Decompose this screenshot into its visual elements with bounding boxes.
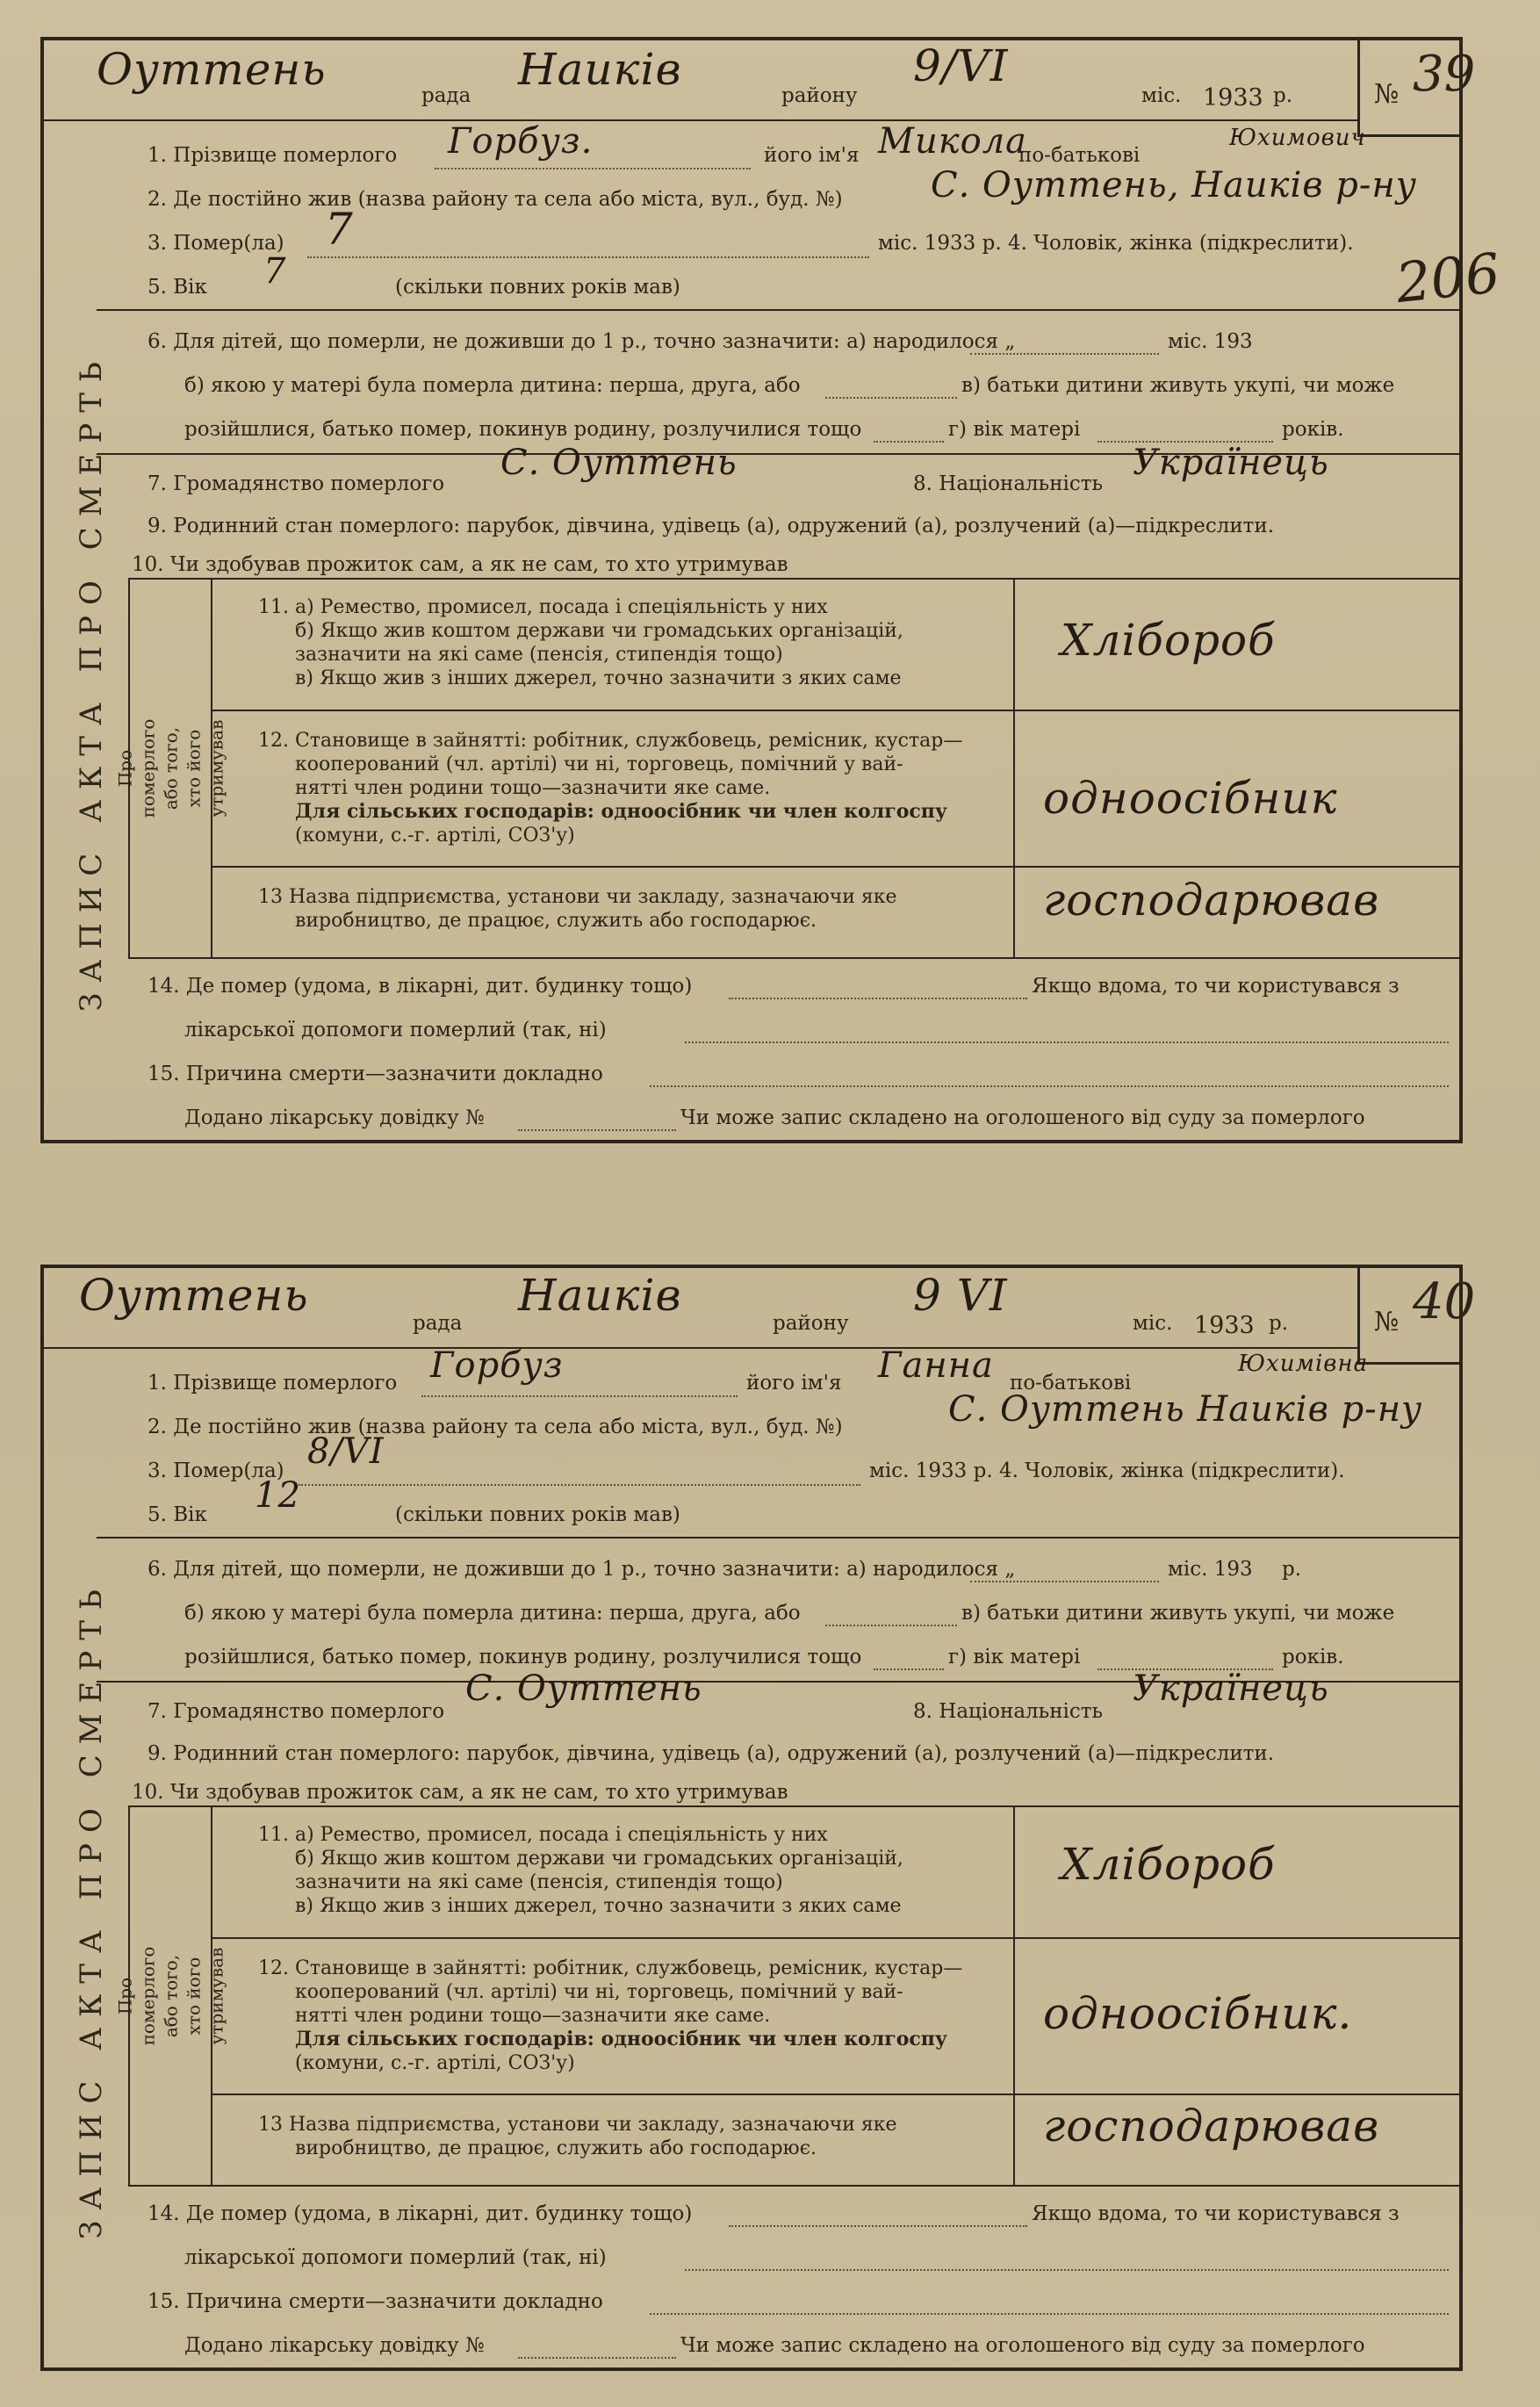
occupation-block bbox=[114, 578, 1463, 959]
first-name-value: Микола bbox=[878, 121, 1028, 162]
q6-line2: б) якою у матері була померла дитина: перша, друга, або bbox=[184, 1602, 801, 1625]
residence-value: С. Оуттень Наиків р-ну bbox=[948, 1389, 1423, 1430]
q14-line1: 14. Де помер (удома, в лікарні, дит. будинку тощо) bbox=[148, 2202, 693, 2225]
q6-line3-tail: років. bbox=[1282, 1646, 1344, 1668]
rada-value: Наиків bbox=[518, 44, 682, 95]
record-number: 39 bbox=[1413, 46, 1476, 103]
q10-label: 10. Чи здобував прожиток сам, а як не сам, то хто утримував bbox=[132, 1781, 788, 1804]
q14-line1-tail: Якщо вдома, то чи користувався з bbox=[1032, 975, 1400, 998]
q5-label: 5. Вік bbox=[148, 276, 207, 299]
raion-label: району bbox=[773, 1312, 849, 1335]
q11-text: 11. а) Ремество, промисел, посада і спеціяльність у них б) Якщо жив коштом держави чи громадських організацій, зазначити на які саме (пенсія, стипендія тощо) в) Якщо жив з інших джерел, точно зазначити з яких саме bbox=[258, 596, 903, 689]
occupation-block-side: Про померлого або того, хто його утримував bbox=[114, 1946, 227, 2046]
q3-label: 3. Помер(ла) bbox=[148, 232, 284, 255]
age-value: 12 bbox=[255, 1475, 301, 1516]
q15-label: 15. Причина смерти—зазначити докладно bbox=[148, 2290, 603, 2313]
q6-line1-r: р. bbox=[1282, 1558, 1302, 1581]
q7-label: 7. Громадянство померлого bbox=[148, 1700, 445, 1723]
q6-line1-tail: міс. 193 bbox=[1168, 1558, 1253, 1581]
q6-line3: розійшлися, батько помер, покинув родину, розлучилися тощо bbox=[184, 418, 862, 441]
archive-page-number: 206 bbox=[1392, 241, 1503, 315]
q6-line1: 6. Для дітей, що померли, не доживши до 1 р., точно зазначити: а) народилося „ bbox=[148, 330, 1016, 353]
q1-patronymic-label: по-батькові bbox=[1018, 144, 1141, 167]
rada-label: рада bbox=[413, 1312, 463, 1335]
q6-line3-mid: г) вік матері bbox=[948, 1646, 1081, 1668]
employment-status-value: одноосібник. bbox=[1043, 1988, 1353, 2039]
occupation-value: Хлібороб bbox=[1061, 1839, 1276, 1890]
employment-status-value: одноосібник bbox=[1043, 773, 1338, 824]
nationality-value: Українець bbox=[1133, 1668, 1329, 1709]
citizenship-value: С. Оуттень bbox=[465, 1668, 702, 1709]
q8-label: 8. Національність bbox=[913, 1700, 1104, 1723]
q3-tail: міс. 1933 р. 4. Чоловік, жінка (підкреслити). bbox=[878, 232, 1354, 255]
q5-label: 5. Вік bbox=[148, 1503, 207, 1526]
q12-text: 12. Становище в зайнятті: робітник, службовець, ремісник, кустар— кооперований (чл. артілі) чи ні, торговець, помічний у вай- нятті член родини тощо—зазначити яке саме. Для сільських господарів: одноосібник чи член колгоспу (комуни, с.-г. артілі, СОЗ'у) bbox=[258, 730, 963, 847]
q11-text: 11. а) Ремество, промисел, посада і спеціяльність у них б) Якщо жив коштом держави чи громадських організацій, зазначити на які саме (пенсія, стипендія тощо) в) Якщо жив з інших джерел, точно зазначити з яких саме bbox=[258, 1824, 903, 1917]
q12-text: 12. Становище в зайнятті: робітник, службовець, ремісник, кустар— кооперований (чл. артілі) чи ні, торговець, помічний у вай- нятті член родини тощо—зазначити яке саме. Для сільських господарів: одноосібник чи член колгоспу (комуни, с.-г. артілі, СОЗ'у) bbox=[258, 1957, 963, 2074]
q6-line1: 6. Для дітей, що померли, не доживши до 1 р., точно зазначити: а) народилося „ bbox=[148, 1558, 1016, 1581]
q16-tail: Чи може запис складено на оголошеного від суду за померлого bbox=[680, 2334, 1365, 2357]
q3-tail: міс. 1933 р. 4. Чоловік, жінка (підкреслити). bbox=[869, 1459, 1345, 1482]
q6-line3-mid: г) вік матері bbox=[948, 418, 1081, 441]
village-value: Оуттень bbox=[97, 44, 327, 95]
year-value: 1933 bbox=[1194, 1312, 1255, 1339]
record-number-box: № 40 bbox=[1357, 1268, 1463, 1365]
q10-label: 10. Чи здобував прожиток сам, а як не сам, то хто утримував bbox=[132, 553, 788, 576]
death-record-39 bbox=[40, 37, 1476, 1143]
date-value: 9 VI bbox=[913, 1270, 1008, 1321]
q5-tail: (скільки повних років мав) bbox=[395, 276, 680, 299]
death-day-value: 7 bbox=[325, 204, 354, 255]
workplace-value: господарював bbox=[1043, 875, 1380, 926]
q2-label: 2. Де постійно жив (назва району та села або міста, вул., буд. №) bbox=[148, 1416, 843, 1438]
record-side-title: ЗАПИС АКТА ПРО СМЕРТЬ bbox=[74, 1579, 109, 2239]
q14-line1-tail: Якщо вдома, то чи користувався з bbox=[1032, 2202, 1400, 2225]
age-value: 7 bbox=[263, 251, 287, 292]
occupation-block bbox=[114, 1805, 1463, 2187]
date-value: 9/VI bbox=[913, 40, 1009, 91]
record-number: 40 bbox=[1413, 1273, 1476, 1330]
village-value: Оуттень bbox=[79, 1270, 309, 1321]
q6-line2-tail: в) батьки дитини живуть укупі, чи може bbox=[961, 374, 1395, 397]
q5-tail: (скільки повних років мав) bbox=[395, 1503, 680, 1526]
year-value: 1933 bbox=[1203, 84, 1263, 112]
header-divider bbox=[44, 119, 1357, 121]
q7-label: 7. Громадянство померлого bbox=[148, 472, 445, 495]
month-label: міс. bbox=[1133, 1312, 1173, 1335]
q16-tail: Чи може запис складено на оголошеного від суду за померлого bbox=[680, 1106, 1365, 1129]
occupation-value: Хлібороб bbox=[1061, 615, 1276, 666]
q8-label: 8. Національність bbox=[913, 472, 1104, 495]
q16-label: Додано лікарську довідку № bbox=[184, 1106, 485, 1129]
citizenship-value: С. Оуттень bbox=[500, 443, 738, 483]
rada-value: Наиків bbox=[518, 1270, 682, 1321]
workplace-value: господарював bbox=[1043, 2101, 1380, 2151]
q1-name-label: його ім'я bbox=[764, 144, 860, 167]
q9-label: 9. Родинний стан померлого: парубок, дівчина, удівець (а), одружений (а), розлучений (а)—підкреслити. bbox=[148, 515, 1275, 537]
q2-label: 2. Де постійно жив (назва району та села або міста, вул., буд. №) bbox=[148, 188, 843, 211]
raion-label: району bbox=[781, 84, 858, 107]
residence-value: С. Оуттень, Наиків р-ну bbox=[931, 165, 1417, 205]
q1-label: 1. Прізвище померлого bbox=[148, 144, 398, 167]
q1-label: 1. Прізвище померлого bbox=[148, 1372, 398, 1394]
month-label: міс. bbox=[1141, 84, 1182, 107]
patronymic-value: Юхимович bbox=[1229, 125, 1366, 151]
record-side-title: ЗАПИС АКТА ПРО СМЕРТЬ bbox=[74, 351, 109, 1012]
q14-line1: 14. Де помер (удома, в лікарні, дит. будинку тощо) bbox=[148, 975, 693, 998]
q1-patronymic-label: по-батькові bbox=[1010, 1372, 1132, 1394]
nationality-value: Українець bbox=[1133, 443, 1329, 483]
q6-line3: розійшлися, батько помер, покинув родину, розлучилися тощо bbox=[184, 1646, 862, 1668]
q6-line2-tail: в) батьки дитини живуть укупі, чи може bbox=[961, 1602, 1395, 1625]
patronymic-value: Юхимівна bbox=[1238, 1351, 1369, 1377]
q14-line2: лікарської допомоги померлий (так, ні) bbox=[184, 1019, 607, 1041]
q13-text: 13 Назва підприємства, установи чи закладу, зазначаючи яке виробництво, де працює, служить або господарює. bbox=[258, 886, 897, 932]
q6-line2: б) якою у матері була померла дитина: перша, друга, або bbox=[184, 374, 801, 397]
surname-value: Горбуз bbox=[430, 1345, 564, 1386]
q13-text: 13 Назва підприємства, установи чи закладу, зазначаючи яке виробництво, де працює, служить або господарює. bbox=[258, 2114, 897, 2159]
death-day-value: 8/VI bbox=[307, 1431, 385, 1472]
q6-line3-tail: років. bbox=[1282, 418, 1344, 441]
header-divider bbox=[44, 1347, 1357, 1349]
q9-label: 9. Родинний стан померлого: парубок, дівчина, удівець (а), одружений (а), розлучений (а)—підкреслити. bbox=[148, 1742, 1275, 1765]
q16-label: Додано лікарську довідку № bbox=[184, 2334, 485, 2357]
q6-line1-tail: міс. 193 bbox=[1168, 330, 1253, 353]
year-suffix: р. bbox=[1269, 1312, 1289, 1335]
q1-name-label: його ім'я bbox=[746, 1372, 842, 1394]
q15-label: 15. Причина смерти—зазначити докладно bbox=[148, 1063, 603, 1085]
occupation-block-side: Про померлого або того, хто його утримував bbox=[114, 718, 227, 818]
year-suffix: р. bbox=[1273, 84, 1293, 107]
rada-label: рада bbox=[421, 84, 471, 107]
q14-line2: лікарської допомоги померлий (так, ні) bbox=[184, 2246, 607, 2269]
surname-value: Горбуз. bbox=[448, 121, 594, 162]
death-record-40 bbox=[40, 1265, 1476, 2371]
first-name-value: Ганна bbox=[878, 1345, 994, 1386]
q3-label: 3. Помер(ла) bbox=[148, 1459, 284, 1482]
record-number-box: № 39 bbox=[1357, 40, 1463, 137]
